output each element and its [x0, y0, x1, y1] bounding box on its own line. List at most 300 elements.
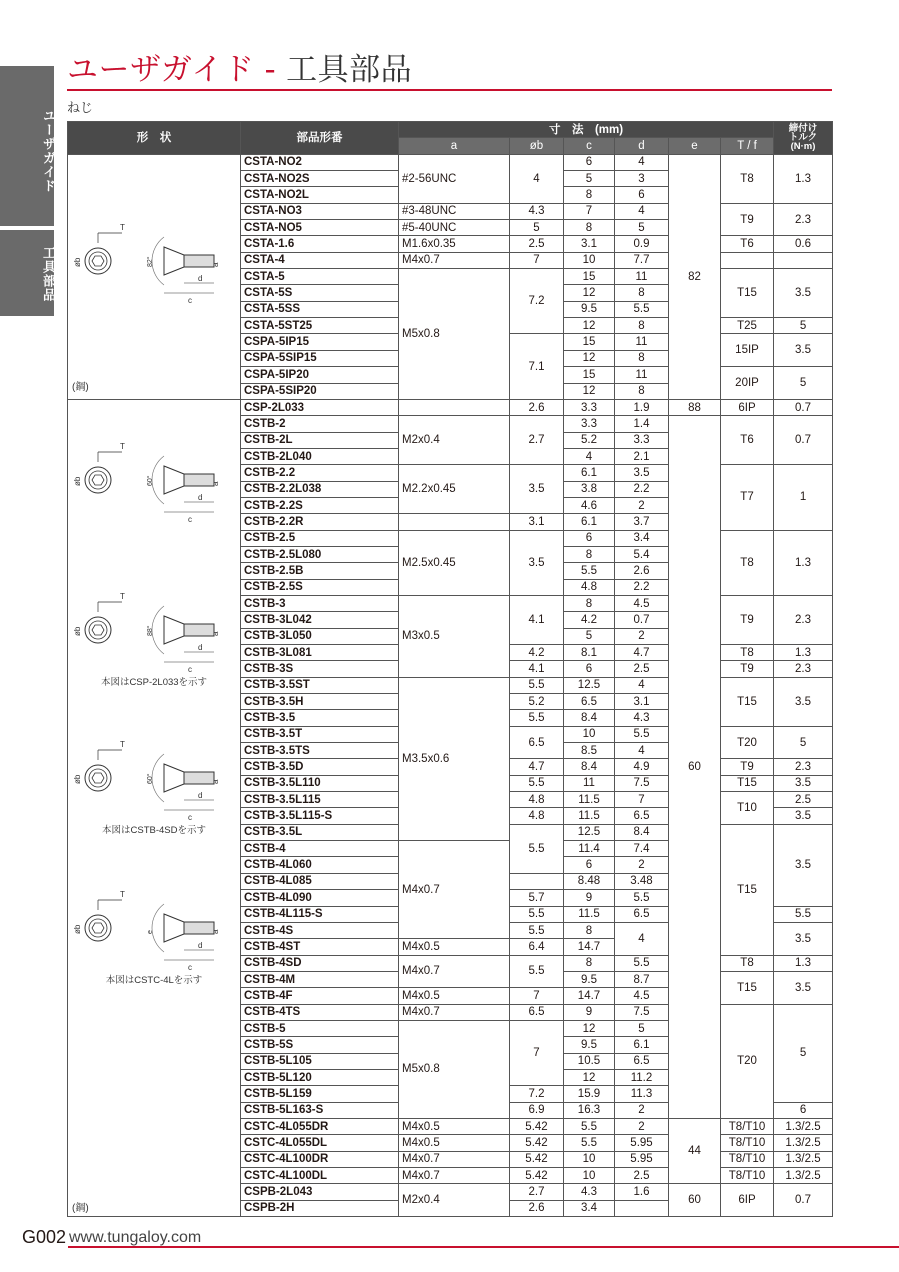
dim-c: 8 — [564, 220, 615, 236]
dim-b: 5.42 — [510, 1168, 564, 1184]
footer-url[interactable]: www.tungaloy.com — [69, 1229, 202, 1246]
header-torque — [774, 122, 833, 155]
page-number: G002 — [22, 1227, 67, 1247]
dim-tf: T15 — [721, 269, 774, 318]
dim-d: 2.1 — [615, 448, 669, 464]
dim-b: 7.2 — [510, 1086, 564, 1102]
dim-c: 11 — [564, 775, 615, 791]
part-number: CSTB-3.5L110 — [241, 775, 399, 791]
dim-d: 7.5 — [615, 1004, 669, 1020]
dim-c: 3.4 — [564, 1200, 615, 1216]
dim-b: 2.7 — [510, 1184, 564, 1200]
header-d: d — [615, 138, 669, 154]
dim-a: M4x0.5 — [399, 988, 510, 1004]
dim-d: 5.95 — [615, 1135, 669, 1151]
dim-b: 2.5 — [510, 236, 564, 252]
dim-d: 4.5 — [615, 988, 669, 1004]
dim-tf: T15 — [721, 971, 774, 1004]
part-number: CSTB-4L090 — [241, 890, 399, 906]
fig-label-ang60: 60° — [147, 773, 154, 784]
torque-value: 3.5 — [774, 775, 833, 791]
dim-e: 88 — [669, 399, 721, 415]
part-number: CSPA-5SIP15 — [241, 350, 399, 366]
screw-drawing — [68, 738, 238, 828]
torque-value: 2.5 — [774, 792, 833, 808]
dim-a: M4x0.5 — [399, 939, 510, 955]
dim-c: 8.4 — [564, 710, 615, 726]
dim-tf: T10 — [721, 792, 774, 825]
table-row — [68, 399, 833, 415]
fig-label-a: a — [211, 929, 220, 934]
header-c: c — [564, 138, 615, 154]
dim-d: 3.1 — [615, 694, 669, 710]
part-number: CSTA-NO3 — [241, 203, 399, 219]
dim-c: 14.7 — [564, 939, 615, 955]
dim-d: 2 — [615, 1118, 669, 1134]
dim-tf: 6IP — [721, 1184, 774, 1217]
dim-d: 5.5 — [615, 301, 669, 317]
dim-c: 12.5 — [564, 677, 615, 693]
header-dims: 寸 法 (mm) — [399, 122, 774, 138]
dim-a: M4x0.5 — [399, 1135, 510, 1151]
dim-d: 7.7 — [615, 252, 669, 268]
dim-c: 3.3 — [564, 399, 615, 415]
torque-value: 0.6 — [774, 236, 833, 252]
dim-b: 2.6 — [510, 1200, 564, 1216]
dim-c: 8 — [564, 595, 615, 611]
torque-value: 1.3/2.5 — [774, 1118, 833, 1134]
dim-d: 2.6 — [615, 563, 669, 579]
dim-c: 9.5 — [564, 1037, 615, 1053]
fig-label-d: d — [198, 273, 203, 283]
torque-value: 5.5 — [774, 906, 833, 922]
dim-tf: T15 — [721, 775, 774, 791]
part-number: CSTB-3.5H — [241, 694, 399, 710]
part-number: CSTB-5S — [241, 1037, 399, 1053]
dim-d: 1.4 — [615, 416, 669, 432]
torque-value: 3.5 — [774, 971, 833, 1004]
dim-c: 5 — [564, 628, 615, 644]
dim-tf: T9 — [721, 203, 774, 236]
dim-d: 8 — [615, 350, 669, 366]
dim-d: 4.3 — [615, 710, 669, 726]
torque-value: 2.3 — [774, 759, 833, 775]
fig-label-a: a — [211, 779, 220, 784]
dim-tf: T9 — [721, 595, 774, 644]
dim-d: 7.4 — [615, 841, 669, 857]
dim-d: 2 — [615, 857, 669, 873]
dim-b: 5.5 — [510, 710, 564, 726]
dim-tf: T8/T10 — [721, 1168, 774, 1184]
dim-b: 4.8 — [510, 792, 564, 808]
dim-c: 11.4 — [564, 841, 615, 857]
fig-label-d: d — [198, 492, 203, 502]
torque-value: 3.5 — [774, 808, 833, 824]
torque-value: 5 — [774, 318, 833, 334]
torque-value: 3.5 — [774, 922, 833, 955]
dim-b: 4.1 — [510, 595, 564, 644]
material-note: (鋼) — [72, 381, 89, 393]
table-row — [68, 154, 833, 170]
fig-label-a: a — [211, 481, 220, 486]
dim-b: 6.4 — [510, 939, 564, 955]
dim-d: 5.4 — [615, 546, 669, 562]
fig-label-ang60: 60° — [147, 475, 154, 486]
dim-c: 15 — [564, 269, 615, 285]
dim-tf: T6 — [721, 236, 774, 252]
dim-b: 7.1 — [510, 334, 564, 399]
screw-drawing — [68, 888, 238, 978]
part-number: CSTA-1.6 — [241, 236, 399, 252]
dim-d: 2.5 — [615, 661, 669, 677]
dim-c: 3.3 — [564, 416, 615, 432]
dim-c: 12 — [564, 383, 615, 399]
dim-c: 10 — [564, 1151, 615, 1167]
dim-d: 4.5 — [615, 595, 669, 611]
dim-b: 2.7 — [510, 416, 564, 465]
dim-a: M2x0.4 — [399, 1184, 510, 1217]
dim-tf: 6IP — [721, 399, 774, 415]
dim-c: 5.5 — [564, 1135, 615, 1151]
dim-b: 4.1 — [510, 661, 564, 677]
dim-tf: T15 — [721, 824, 774, 955]
torque-value: 3.5 — [774, 677, 833, 726]
fig-label-T: T — [120, 591, 125, 601]
dim-a — [399, 514, 510, 530]
dim-c: 5.5 — [564, 1118, 615, 1134]
dim-tf: 15IP — [721, 334, 774, 367]
torque-value: 0.7 — [774, 1184, 833, 1217]
fig-label-ang88: 88° — [147, 625, 154, 636]
dim-d: 6.5 — [615, 808, 669, 824]
dim-d: 6.1 — [615, 1037, 669, 1053]
dim-a: M4x0.7 — [399, 841, 510, 939]
dim-c: 14.7 — [564, 988, 615, 1004]
dim-a: M4x0.7 — [399, 1004, 510, 1020]
fig-label-e: e — [147, 929, 154, 934]
part-number: CSTA-5SS — [241, 301, 399, 317]
part-number: CSTB-3 — [241, 595, 399, 611]
material-note: (鋼) — [72, 1202, 89, 1214]
dim-d: 1.9 — [615, 399, 669, 415]
side-tab-user-guide[interactable]: ユーザガイド — [0, 66, 54, 226]
fig-label-c: c — [188, 295, 192, 305]
part-number: CSTA-5S — [241, 285, 399, 301]
dim-b: 4.8 — [510, 808, 564, 824]
dim-d: 4 — [615, 922, 669, 955]
torque-value: 1.3 — [774, 154, 833, 203]
figure-caption: 本図はCSP-2L033を示す — [100, 676, 208, 688]
part-number: CSPA-5SIP20 — [241, 383, 399, 399]
part-number: CSTB-3.5 — [241, 710, 399, 726]
dim-d: 8 — [615, 318, 669, 334]
part-number: CSTB-3.5L115 — [241, 792, 399, 808]
fig-label-T: T — [120, 222, 125, 232]
dim-d: 11.2 — [615, 1069, 669, 1085]
part-number: CSTC-4L100DR — [241, 1151, 399, 1167]
dim-d: 6.5 — [615, 906, 669, 922]
dim-b: 3.5 — [510, 465, 564, 514]
dim-a: M1.6x0.35 — [399, 236, 510, 252]
dim-b: 5.2 — [510, 694, 564, 710]
dim-d: 7 — [615, 792, 669, 808]
dim-tf: T8 — [721, 955, 774, 971]
dim-a: #5-40UNC — [399, 220, 510, 236]
dim-b: 7 — [510, 988, 564, 1004]
dim-c: 4 — [564, 448, 615, 464]
torque-value: 0.7 — [774, 399, 833, 415]
dim-d: 8.4 — [615, 824, 669, 840]
side-tab-tool-parts[interactable]: 工具部品 — [0, 230, 54, 316]
header-shape: 形 状 — [68, 122, 241, 155]
part-number: CSTC-4L055DR — [241, 1118, 399, 1134]
part-number: CSTB-3.5D — [241, 759, 399, 775]
title-separator: - — [264, 52, 277, 88]
dim-d: 3 — [615, 171, 669, 187]
dim-d: 11 — [615, 334, 669, 350]
dim-a — [399, 399, 510, 415]
torque-value: 3.5 — [774, 334, 833, 367]
dim-tf: T15 — [721, 677, 774, 726]
screw-spec-table — [67, 121, 833, 1217]
dim-c: 3.8 — [564, 481, 615, 497]
part-number: CSPB-2L043 — [241, 1184, 399, 1200]
screw-drawing — [68, 590, 238, 680]
fig-label-d: d — [198, 940, 203, 950]
dim-tf: T8/T10 — [721, 1118, 774, 1134]
dim-b: 7.2 — [510, 269, 564, 334]
fig-label-c: c — [188, 812, 192, 822]
header-torque-l3: (N·m) — [790, 141, 816, 153]
dim-b: 5.42 — [510, 1151, 564, 1167]
torque-value — [774, 252, 833, 268]
dim-d: 5.5 — [615, 890, 669, 906]
dim-tf: T8 — [721, 154, 774, 203]
dim-tf: T25 — [721, 318, 774, 334]
dim-b: 7 — [510, 1020, 564, 1085]
part-number: CSTA-4 — [241, 252, 399, 268]
dim-a: M4x0.7 — [399, 1151, 510, 1167]
dim-d: 2 — [615, 628, 669, 644]
torque-value: 5 — [774, 726, 833, 759]
part-number: CSTA-5 — [241, 269, 399, 285]
fig-label-a: a — [211, 262, 220, 267]
dim-b: 5.7 — [510, 890, 564, 906]
header-b: øb — [510, 138, 564, 154]
dim-b: 6.5 — [510, 1004, 564, 1020]
dim-d: 4.7 — [615, 645, 669, 661]
dim-d: 2 — [615, 497, 669, 513]
dim-c: 15.9 — [564, 1086, 615, 1102]
dim-b: 4 — [510, 154, 564, 203]
part-number: CSTB-2L — [241, 432, 399, 448]
part-number: CSTB-3.5T — [241, 726, 399, 742]
part-number: CSTB-2 — [241, 416, 399, 432]
torque-value: 2.3 — [774, 661, 833, 677]
dim-tf: T9 — [721, 759, 774, 775]
dim-e: 60 — [669, 1184, 721, 1217]
dim-c: 8.4 — [564, 759, 615, 775]
dim-d: 3.48 — [615, 873, 669, 889]
fig-label-b: øb — [73, 257, 82, 267]
page-title — [67, 44, 412, 89]
dim-c: 6 — [564, 154, 615, 170]
dim-c: 6.1 — [564, 465, 615, 481]
part-number: CSTB-3L042 — [241, 612, 399, 628]
part-number: CSTB-5L159 — [241, 1086, 399, 1102]
part-number: CSTB-2.2R — [241, 514, 399, 530]
dim-a: M5x0.8 — [399, 269, 510, 400]
dim-b: 4.3 — [510, 203, 564, 219]
dim-d: 3.7 — [615, 514, 669, 530]
fig-label-T: T — [120, 889, 125, 899]
dim-d: 5.95 — [615, 1151, 669, 1167]
fig-label-b: øb — [73, 476, 82, 486]
part-number: CSTB-2.5L080 — [241, 546, 399, 562]
figure-caption: 本図はCSTC-4Lを示す — [105, 974, 203, 986]
dim-d: 5 — [615, 1020, 669, 1036]
torque-value: 1.3/2.5 — [774, 1135, 833, 1151]
dim-c: 4.2 — [564, 612, 615, 628]
dim-b: 6.5 — [510, 726, 564, 759]
torque-value: 1.3/2.5 — [774, 1151, 833, 1167]
dim-a: M4x0.5 — [399, 1118, 510, 1134]
torque-value: 6 — [774, 1102, 833, 1118]
dim-c: 9.5 — [564, 301, 615, 317]
dim-c: 7 — [564, 203, 615, 219]
fig-label-d: d — [198, 642, 203, 652]
part-number: CSTA-NO2L — [241, 187, 399, 203]
dim-d: 7.5 — [615, 775, 669, 791]
dim-c: 12 — [564, 1069, 615, 1085]
dim-b: 5.5 — [510, 955, 564, 988]
fig-label-T: T — [120, 441, 125, 451]
part-number: CSTB-3.5L — [241, 824, 399, 840]
figure-caption: 本図はCSTB-4SDを示す — [102, 824, 206, 836]
dim-a: M3x0.5 — [399, 595, 510, 677]
part-number: CSTB-5L120 — [241, 1069, 399, 1085]
dim-a: M2x0.4 — [399, 416, 510, 465]
dim-d: 1.6 — [615, 1184, 669, 1200]
part-number: CSTB-3L081 — [241, 645, 399, 661]
fig-label-b: øb — [73, 774, 82, 784]
header-a: a — [399, 138, 510, 154]
dim-d: 6 — [615, 187, 669, 203]
part-number: CSTB-2.2S — [241, 497, 399, 513]
dim-c: 15 — [564, 367, 615, 383]
fig-label-b: øb — [73, 924, 82, 934]
part-number: CSTB-4ST — [241, 939, 399, 955]
part-number: CSTB-2.2L038 — [241, 481, 399, 497]
dim-c: 6 — [564, 857, 615, 873]
dim-c: 8.48 — [564, 873, 615, 889]
part-number: CSTB-3.5ST — [241, 677, 399, 693]
torque-value: 1 — [774, 465, 833, 530]
dim-c: 11.5 — [564, 906, 615, 922]
dim-c: 3.1 — [564, 236, 615, 252]
part-number: CSTB-5 — [241, 1020, 399, 1036]
part-number: CSTB-2L040 — [241, 448, 399, 464]
title-main: ユーザガイド — [67, 52, 255, 88]
dim-c: 5.5 — [564, 563, 615, 579]
torque-value: 1.3 — [774, 645, 833, 661]
part-number: CSTB-2.5S — [241, 579, 399, 595]
dim-c: 12 — [564, 350, 615, 366]
torque-value: 1.3 — [774, 955, 833, 971]
fig-label-c: c — [188, 514, 192, 524]
dim-tf: T8 — [721, 530, 774, 595]
torque-value: 1.3/2.5 — [774, 1168, 833, 1184]
part-number: CSP-2L033 — [241, 399, 399, 415]
torque-value: 5 — [774, 367, 833, 400]
dim-c: 10.5 — [564, 1053, 615, 1069]
dim-d: 2.5 — [615, 1168, 669, 1184]
dim-c: 11.5 — [564, 792, 615, 808]
dim-d: 3.4 — [615, 530, 669, 546]
screw-drawing — [68, 221, 238, 311]
dim-c: 6 — [564, 661, 615, 677]
section-title: ねじ — [67, 101, 94, 116]
dim-d: 8 — [615, 383, 669, 399]
part-number: CSTB-4TS — [241, 1004, 399, 1020]
dim-a: M4x0.7 — [399, 1168, 510, 1184]
dim-c: 5.2 — [564, 432, 615, 448]
dim-b: 5.5 — [510, 775, 564, 791]
dim-d: 2.2 — [615, 579, 669, 595]
dim-d: 11 — [615, 367, 669, 383]
dim-d: 11 — [615, 269, 669, 285]
part-number: CSTB-4L085 — [241, 873, 399, 889]
dim-c: 4.8 — [564, 579, 615, 595]
dim-c: 10 — [564, 1168, 615, 1184]
part-number: CSTB-2.5 — [241, 530, 399, 546]
part-number: CSPA-5IP15 — [241, 334, 399, 350]
dim-b: 5.5 — [510, 922, 564, 938]
dim-b: 2.6 — [510, 399, 564, 415]
part-number: CSTB-2.2 — [241, 465, 399, 481]
header-torque-l1: 締付け — [788, 123, 818, 135]
dim-c: 12 — [564, 318, 615, 334]
part-number: CSTB-4F — [241, 988, 399, 1004]
torque-value: 1.3 — [774, 530, 833, 595]
dim-c: 8.1 — [564, 645, 615, 661]
dim-c: 9 — [564, 1004, 615, 1020]
part-number: CSTB-5L163-S — [241, 1102, 399, 1118]
dim-a: M3.5x0.6 — [399, 677, 510, 840]
dim-d: 8.7 — [615, 971, 669, 987]
dim-d: 5 — [615, 220, 669, 236]
part-number: CSTA-NO2 — [241, 154, 399, 170]
dim-d: 5.5 — [615, 726, 669, 742]
dim-b: 6.9 — [510, 1102, 564, 1118]
dim-tf: T8/T10 — [721, 1135, 774, 1151]
dim-d: 4.9 — [615, 759, 669, 775]
dim-tf: T6 — [721, 416, 774, 465]
torque-value: 2.3 — [774, 203, 833, 236]
dim-b: 5.5 — [510, 906, 564, 922]
dim-d: 0.9 — [615, 236, 669, 252]
torque-value: 5 — [774, 1004, 833, 1102]
fig-label-a: a — [211, 631, 220, 636]
dim-c: 12 — [564, 285, 615, 301]
dim-a: #2-56UNC — [399, 154, 510, 203]
part-number: CSTB-4 — [241, 841, 399, 857]
dim-c: 16.3 — [564, 1102, 615, 1118]
dim-e: 44 — [669, 1118, 721, 1183]
part-number: CSTA-NO2S — [241, 171, 399, 187]
part-number: CSPB-2H — [241, 1200, 399, 1216]
fig-label-d: d — [198, 790, 203, 800]
